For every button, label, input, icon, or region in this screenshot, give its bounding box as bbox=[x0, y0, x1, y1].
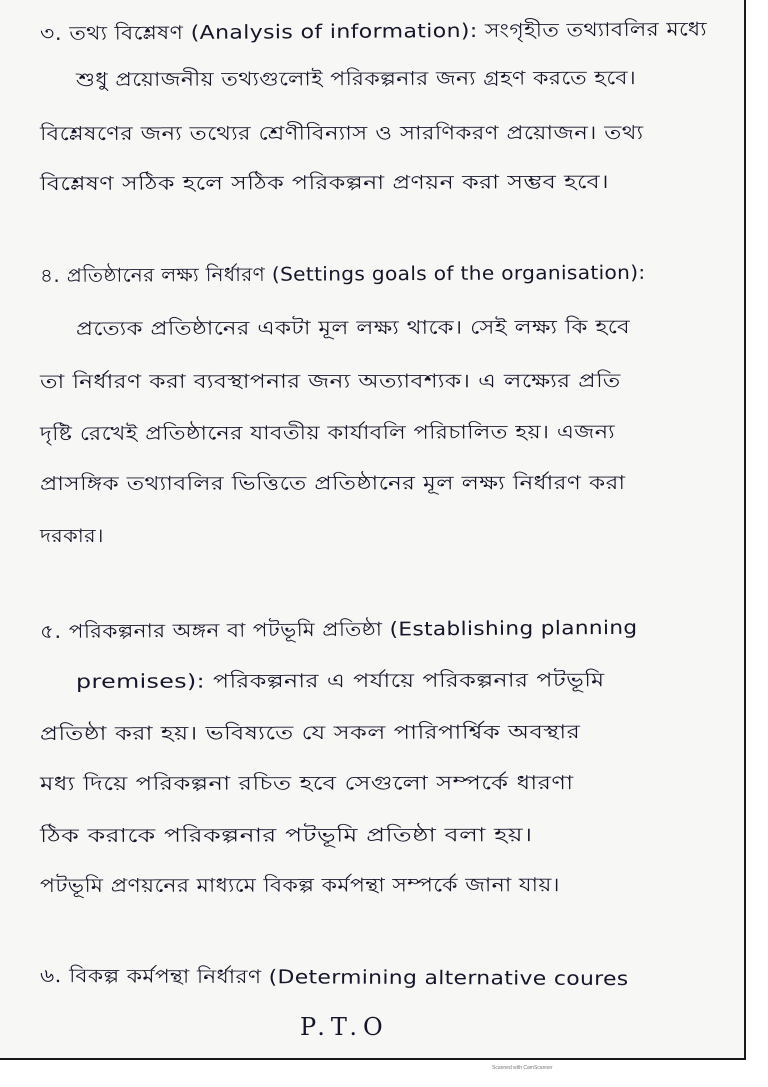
handwritten-line-16: পটভূমি প্রণয়নের মাধ্যমে বিকল্প কর্মপন্থা সম্পর্কে জানা যায়। bbox=[39, 874, 560, 897]
handwritten-line-1: ৩. তথ্য বিশ্লেষণ (Analysis of information): সংগৃহীত তথ্যাবলির মধ্যে bbox=[39, 18, 708, 45]
pto-note: P.T.O bbox=[300, 1013, 389, 1041]
handwritten-line-14: মধ্য দিয়ে পরিকল্পনা রচিত হবে সেগুলো সম্পর্কে ধারণা bbox=[39, 772, 574, 795]
handwritten-line-10: দরকার। bbox=[40, 525, 104, 547]
handwritten-line-2: শুধু প্রয়োজনীয় তথ্যগুলোই পরিকল্পনার জন্য গ্রহণ করতে হবে। bbox=[75, 67, 637, 91]
scanner-watermark: Scanned with CamScanner bbox=[492, 1065, 553, 1071]
handwritten-line-6: প্রত্যেক প্রতিষ্ঠানের একটা মূল লক্ষ্য থাকে। সেই লক্ষ্য কি হবে bbox=[75, 316, 631, 340]
handwritten-line-12: premises): পরিকল্পনার এ পর্যায়ে পরিকল্পনার পটভূমি bbox=[75, 669, 605, 693]
handwritten-line-3: বিশ্লেষণের জন্য তথ্যের শ্রেণীবিন্যাস ও সারণিকরণ প্রয়োজন। তথ্য bbox=[39, 121, 644, 145]
handwritten-line-5: ৪. প্রতিষ্ঠানের লক্ষ্য নির্ধারণ (Settings goals of the organisation): bbox=[39, 261, 646, 287]
handwritten-line-13: প্রতিষ্ঠা করা হয়। ভবিষ্যতে যে সকল পারিপার্শ্বিক অবস্থার bbox=[39, 721, 581, 745]
handwritten-line-17: ৬. বিকল্প কর্মপন্থা নির্ধারণ (Determining alternative coures bbox=[39, 965, 629, 991]
handwritten-line-4: বিশ্লেষণ সঠিক হলে সঠিক পরিকল্পনা প্রণয়ন করা সম্ভব হবে। bbox=[39, 171, 609, 195]
handwritten-line-15: ঠিক করাকে পরিকল্পনার পটভূমি প্রতিষ্ঠা বলা হয়। bbox=[39, 824, 533, 847]
handwritten-line-11: ৫. পরিকল্পনার অঙ্গন বা পটভূমি প্রতিষ্ঠা (Establishing planning bbox=[39, 616, 638, 643]
handwritten-line-7: তা নির্ধারণ করা ব্যবস্থাপনার জন্য অত্যাবশ্যক। এ লক্ষ্যের প্রতি bbox=[39, 369, 621, 393]
handwritten-line-8: দৃষ্টি রেখেই প্রতিষ্ঠানের যাবতীয় কার্যাবলি পরিচালিত হয়। এজন্য bbox=[39, 420, 615, 445]
handwritten-line-9: প্রাসঙ্গিক তথ্যাবলির ভিত্তিতে প্রতিষ্ঠানের মূল লক্ষ্য নির্ধারণ করা bbox=[39, 471, 626, 495]
